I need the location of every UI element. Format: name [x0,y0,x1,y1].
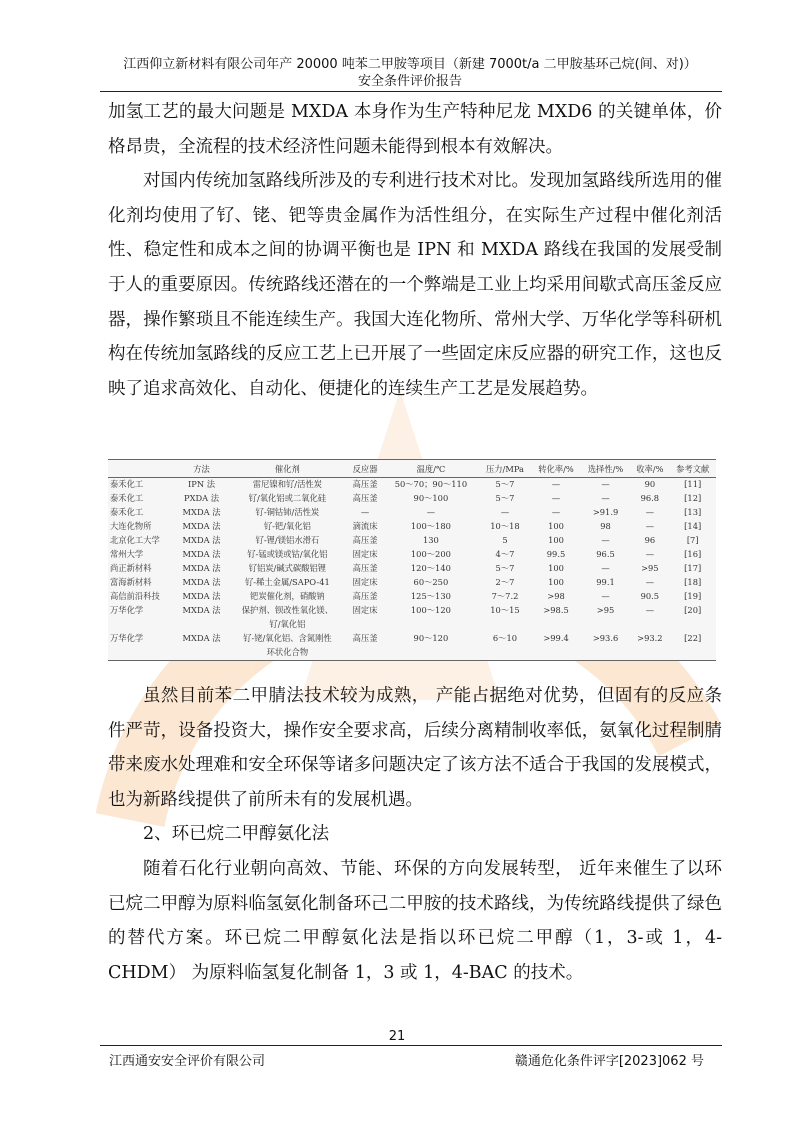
table-cell [669,646,716,661]
table-row [108,562,716,576]
table-cell: 滴流床 [352,521,378,531]
table-cell: [11] [684,479,702,489]
table-cell: — [601,535,610,545]
table-cell [669,618,716,632]
table-cell: 固定床 [352,605,378,615]
table-cell: 高压釜 [352,479,378,489]
table-cell [347,618,383,632]
table-cell: 100 [548,577,564,587]
table-row [108,632,716,646]
table-cell: 雷尼镍和钌/活性炭 [252,479,322,489]
page-header [100,56,720,90]
table-row [108,576,716,590]
table-cell: 钌-铑/氧化铝、含氮刚性 [243,633,332,643]
table-cell: MXDA 法 [182,507,221,517]
table-header-cell: 反应器 [347,460,383,478]
table-cell: — [645,507,654,517]
table-cell: 100 [548,521,564,531]
paragraph-nitrile-method: 虽然目前苯二甲腈法技术较为成熟， 产能占据绝对优势，但固有的反应条件严苛，设备投资大，操作安全要求高，后续分离精制收率低，氨氧化过程制腈带来废水处理难和安全环保等诸多问题决定了该方法不适合于我国的发展模式，也为新路线提供了前所未有的发展机遇。 [108,686,722,810]
table-cell: — [500,507,510,517]
table-cell: 钌-锰或镁或钴/氧化铝 [247,549,328,559]
table-cell: MXDA 法 [182,591,221,601]
table-cell: [7] [686,535,699,545]
table-cell [479,646,532,661]
table-cell: >98.5 [543,605,569,615]
table-cell: 96.8 [640,493,660,503]
table-cell: [20] [684,605,702,615]
table-cell-institution [108,646,175,661]
table-cell: 5～7 [495,493,515,503]
table-cell: >98 [547,591,565,601]
table-cell: 125～130 [410,591,451,601]
table-cell: 钯炭催化剂，硝酸钠 [250,591,325,601]
table-cell: [16] [684,549,702,559]
table-row [108,534,716,548]
table-cell [383,618,479,632]
table-cell: 100 [548,535,564,545]
table-cell: >93.2 [637,633,663,643]
table-header-cell: 方法 [175,460,228,478]
header-title-line1: 江西仰立新材料有限公司年产 20000 吨苯二甲胺等项目（新建 7000t/a 二甲胺基环己烷(间、对)） [123,57,697,72]
table-cell: >95 [641,563,659,573]
table-cell-institution: 尚正新材料 [110,563,152,573]
table-cell: 高压釜 [352,563,378,573]
table-cell: MXDA 法 [182,633,221,643]
table-cell-institution: 北京化工大学 [110,535,160,545]
table-row [108,618,716,632]
table-cell: 钌-铜钴铈/活性炭 [255,507,320,517]
table-cell: — [551,493,561,503]
table-cell: 高压釜 [352,633,378,643]
table-cell: — [426,507,436,517]
table-cell: 100 [548,563,564,573]
table-cell: 99.5 [546,549,566,559]
table-cell-institution: 万华化学 [110,605,144,615]
table-cell: — [601,563,610,573]
table-cell: >95 [596,605,615,615]
table-row [108,506,716,520]
table-cell: 保护剂、钡改性氧化镁、 [241,605,334,615]
table-cell-institution: 常州大学 [110,549,144,559]
table-cell-institution: 大连化物所 [110,521,152,531]
table-cell: 钌-钯/氧化铝 [263,521,311,531]
table-cell: 50～70；90～110 [394,479,468,489]
table-cell: 130 [422,535,439,545]
table-cell-institution: 泰禾化工 [110,493,144,503]
table-header-cell: 参考文献 [669,460,716,478]
table-cell: — [645,605,654,615]
table-cell: 90.5 [640,591,660,601]
table-header-cell: 选择性/% [581,460,631,478]
table-cell: 钌/氧化铝 [269,619,306,629]
table-cell: — [601,479,610,489]
table-header-cell: 温度/℃ [383,460,479,478]
table-row [108,548,716,562]
table-cell [630,646,669,661]
table-cell: 6～10 [492,633,518,643]
table-cell-institution [108,618,175,632]
table-header-cell: 压力/MPa [479,460,532,478]
table-cell: — [645,577,654,587]
table-cell: 高压釜 [352,493,378,503]
table-cell: 10～18 [490,521,520,531]
table-cell: [22] [684,633,702,643]
table-cell: >91.9 [592,507,619,517]
table-cell [630,618,669,632]
table-cell [175,618,228,632]
table-cell: 98 [600,521,611,531]
table-cell: 固定床 [352,549,378,559]
table-cell: MXDA 法 [182,549,221,559]
table-cell: IPN 法 [188,479,216,489]
table-cell: — [551,507,561,517]
table-cell: — [645,549,654,559]
table-cell: — [360,507,370,517]
table-cell-institution: 万华化学 [110,633,144,643]
paragraph-chdm-route: 随着石化行业朝向高效、节能、环保的方向发展转型， 近年来催生了以环已烷二甲醇为原料临氢氨化制备环己二甲胺的技术路线，为传统路线提供了绿色的替代方案。环已烷二甲醇氨化法是指以环已烷二甲醇（1，3-或 1，4-CHDM） 为原料临氢复化制备 1，3 或 1，4-BAC 的技术。 [108,858,722,983]
table-row [108,520,716,534]
table-cell: — [601,493,610,503]
table-cell: — [551,479,561,489]
table-header-cell: 转化率/% [531,460,581,478]
table-cell: [12] [684,493,702,503]
body-section-top [108,95,722,406]
table-cell: [14] [684,521,702,531]
table-header-cell: 收率/% [630,460,669,478]
table-cell [581,646,631,661]
table-cell: 90 [644,479,656,489]
table-cell: PXDA 法 [184,493,220,503]
table-cell: MXDA 法 [182,535,221,545]
footer-report-number: 赣通危化条件评字[2023]062 号 [514,1054,704,1069]
table-row [108,604,716,618]
table-cell: [19] [684,591,702,601]
table-cell: 96.5 [596,549,615,559]
table-header-cell: 催化剂 [228,460,347,478]
table-cell: 钌-稀土金属/SAPO-41 [244,577,330,587]
table-cell: 5～7 [495,479,515,489]
table-cell: 96 [644,535,656,545]
page-number: 21 [388,1029,406,1044]
table-cell-institution: 高信前沿科技 [110,591,160,601]
table-cell: 90～100 [413,493,449,503]
table-cell: — [645,521,654,531]
table-row [108,478,716,493]
table-cell: MXDA 法 [182,521,221,531]
table-cell: 5 [502,535,508,545]
table-cell: 环状化合物 [228,646,347,661]
table-row [108,590,716,604]
table-cell [175,646,228,661]
paragraph-hydrogenation-cost: 加氢工艺的最大问题是 MXDA 本身作为生产特种尼龙 MXD6 的关键单体，价格昂贵，全流程的技术经济性问题未能得到根本有效解决。 [108,102,722,157]
footer-rule [100,1045,722,1046]
table-cell: [18] [684,577,702,587]
table-cell [383,646,479,661]
table-row [108,646,716,661]
table-cell: MXDA 法 [182,563,221,573]
table-cell: — [601,591,610,601]
table-cell: MXDA 法 [182,605,221,615]
table-cell-institution: 富海新材料 [110,577,152,587]
section-heading-chdm-amination: 2、环已烷二甲醇氨化法 [143,824,330,845]
table-cell: 100～200 [410,549,451,559]
table-cell: 10～15 [490,605,520,615]
header-title-line2: 安全条件评价报告 [357,74,462,89]
table-cell: 5～7 [495,563,515,573]
table-row [108,492,716,506]
body-section-bottom [108,679,722,990]
table-cell: MXDA 法 [182,577,221,587]
table-cell: [13] [684,507,702,517]
table-cell: 99.1 [596,577,615,587]
table-cell: 120～140 [410,563,451,573]
table-header-row [108,460,716,478]
table-cell: 钌-锂/镁铝水滑石 [255,535,320,545]
footer-company: 江西通安安全评价有限公司 [109,1054,266,1069]
table-cell-institution: 泰禾化工 [110,479,144,489]
table-cell: 钌铝炭/碱式碳酸铝锂 [248,563,327,573]
table-cell [581,618,631,632]
table-cell [479,618,532,632]
table-cell: 高压釜 [352,591,378,601]
table-cell: >93.6 [592,633,619,643]
table-cell: 钌/氧化铝或二氧化硅 [248,493,327,503]
table-cell: [17] [684,563,702,573]
table-cell: 100～120 [410,605,451,615]
table-cell: 90～120 [413,633,449,643]
paragraph-patent-comparison: 对国内传统加氢路线所涉及的专利进行技术对比。发现加氢路线所选用的催化剂均使用了钌、铑、钯等贵金属作为活性组分，在实际生产过程中催化剂活性、稳定性和成本之间的协调平衡也是 IPN 和 MXDA 路线在我国的发展受制于人的重要原因。传统路线还潜在的一个弊端是工业上均采用间歇式高压釜反应器，操作繁琐且不能连续生产。我国大连化物所、常州大学、万华化学等科研机构在传统加氢路线的反应工艺上已开展了一些固定床反应器的研究工作，这也反映了追求高效化、自动化、便捷化的连续生产工艺是发展趋势。 [108,171,722,399]
table-cell: 高压釜 [352,535,378,545]
reference-table [108,459,716,661]
table-cell: 2～7 [495,577,515,587]
table-cell: 60～250 [413,577,449,587]
table-cell [531,646,581,661]
table-cell: >99.4 [543,633,569,643]
table-cell [531,618,581,632]
table-cell [347,646,383,661]
table-cell: 4～7 [495,549,515,559]
header-rule [100,91,722,92]
table-cell: 100～180 [410,521,451,531]
table-cell-institution: 泰禾化工 [110,507,144,517]
table-cell: 7～7.2 [491,591,519,601]
table-cell: 固定床 [352,577,378,587]
